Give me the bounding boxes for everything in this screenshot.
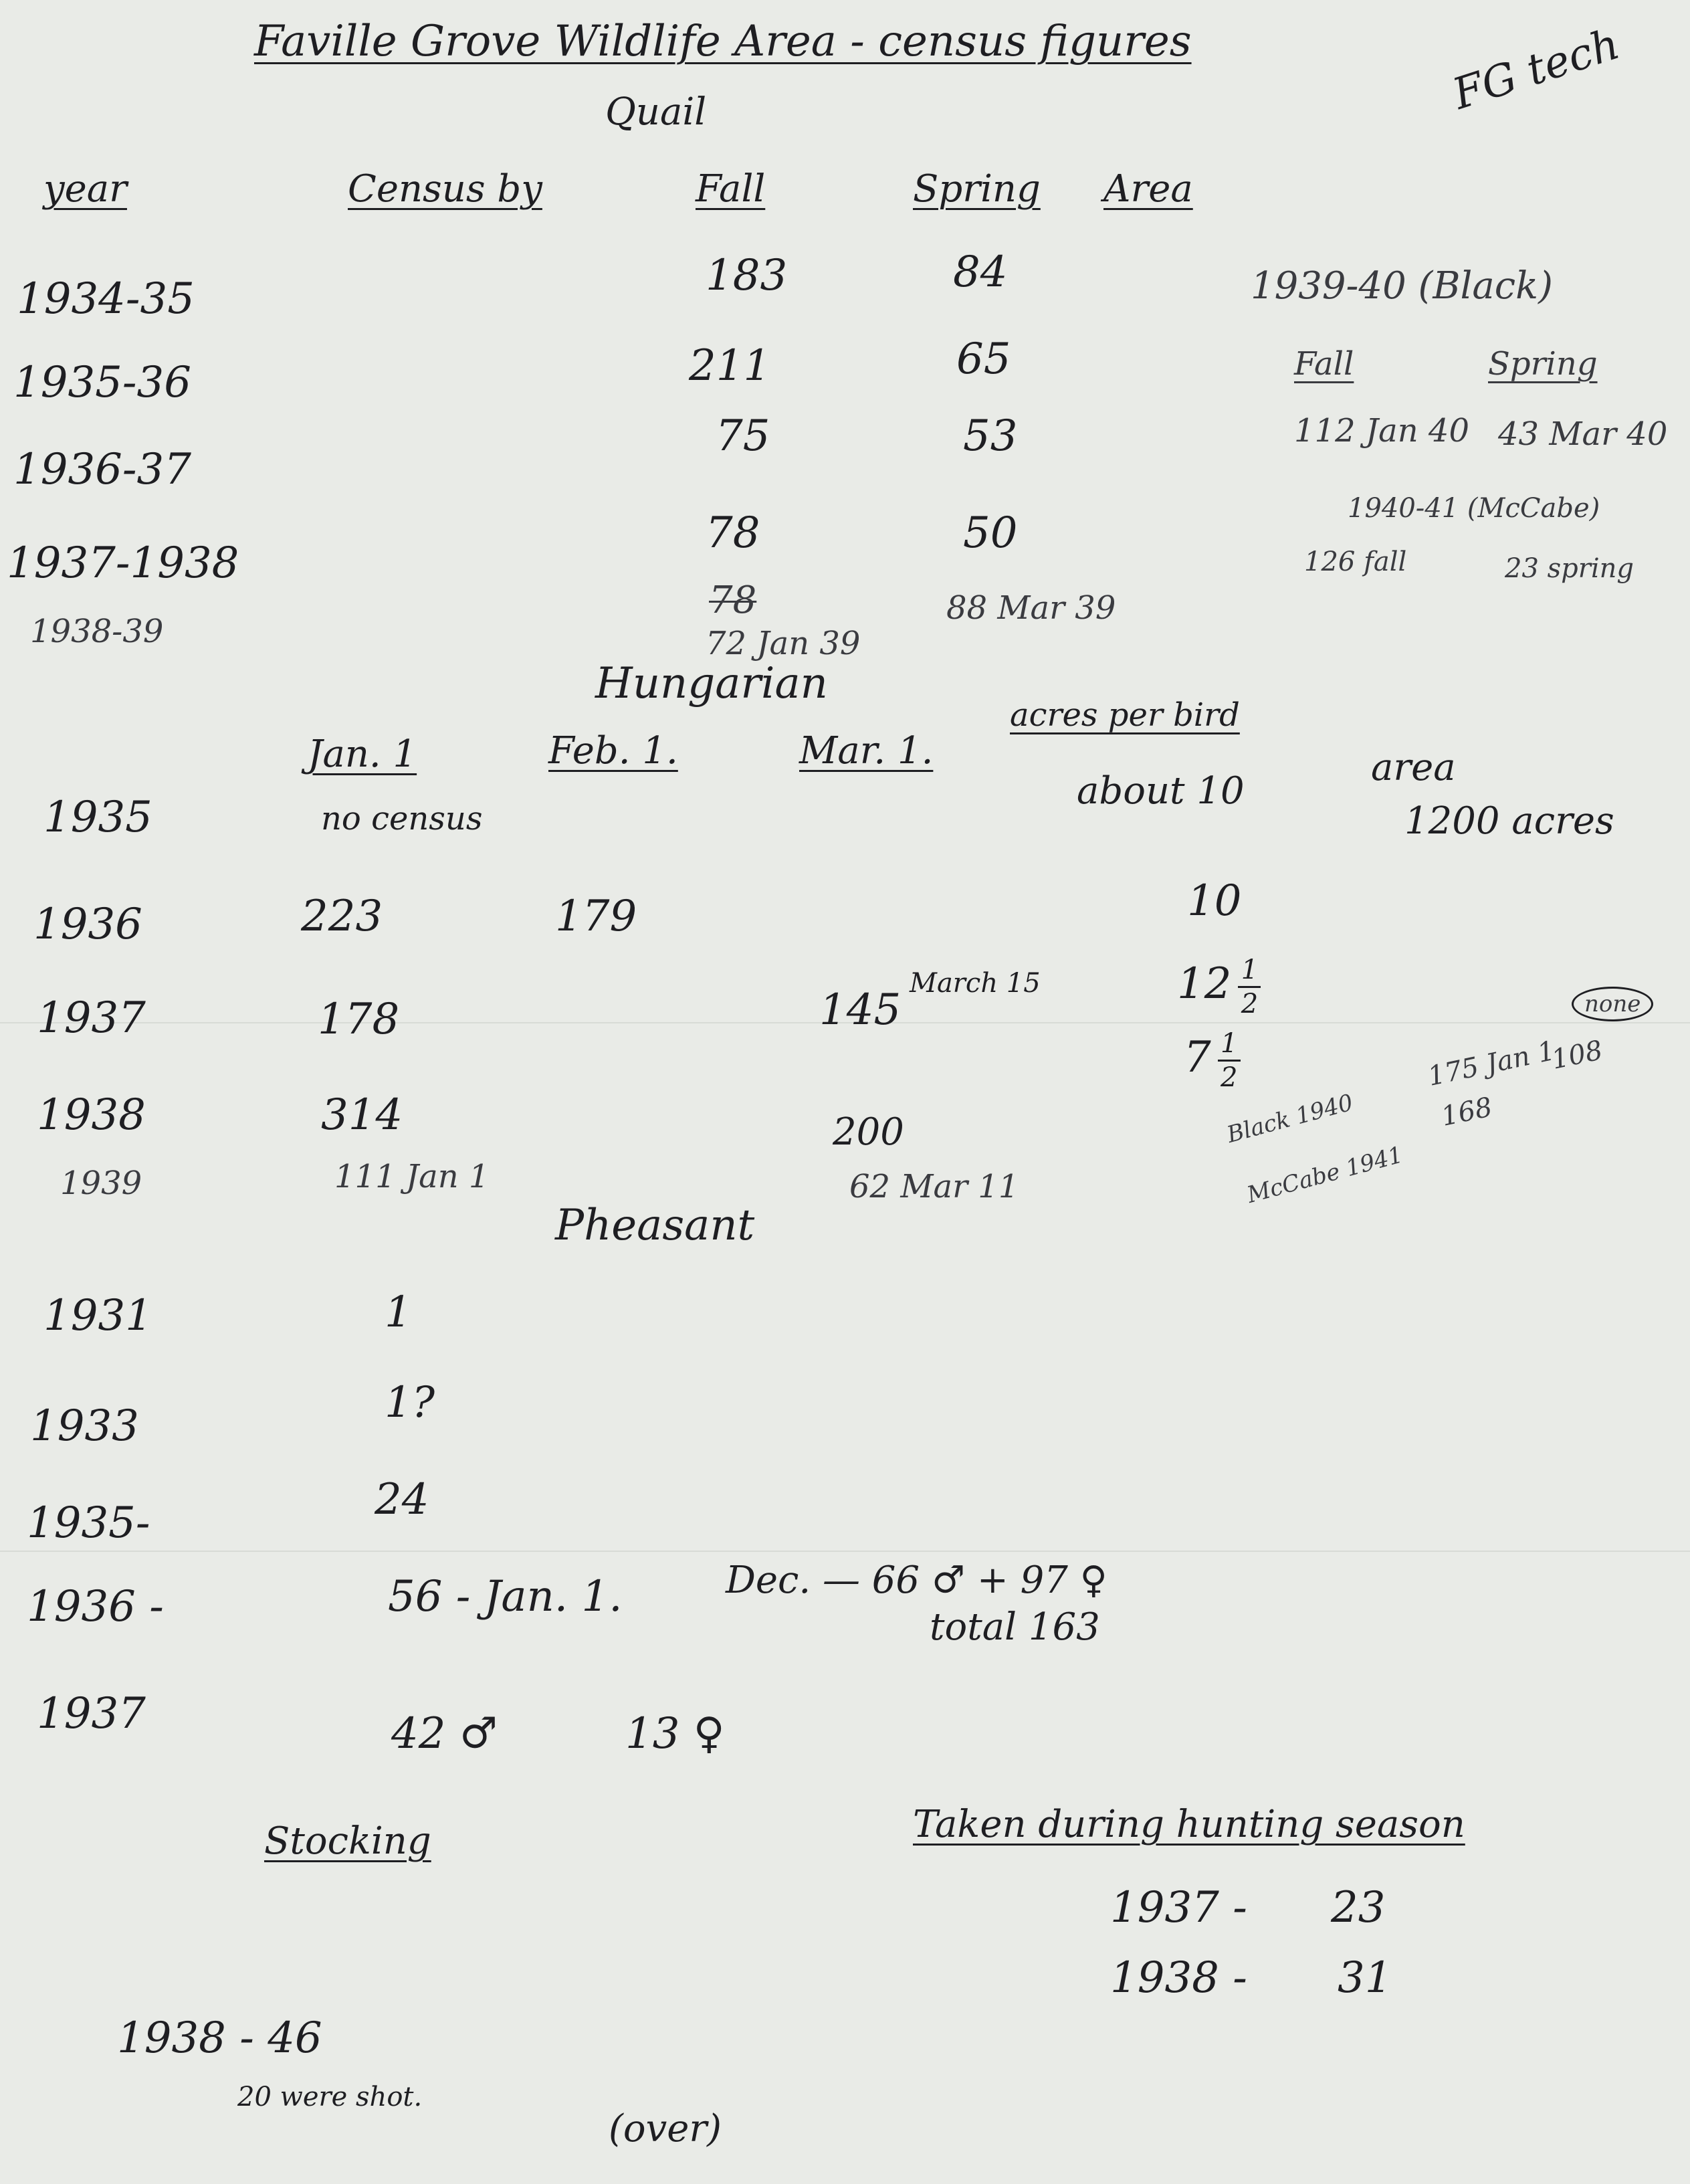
col-spring-label: Spring (913, 167, 1041, 211)
hungarian-year: 1935 (43, 793, 152, 842)
stocking-heading: Stocking (264, 1819, 431, 1863)
col-feb-label: Feb. 1. (548, 729, 678, 773)
footer-over: (over) (609, 2107, 722, 2151)
pheasant-female-1937: 13 ♀ (625, 1709, 725, 1759)
col-acres-label: acres per bird (1010, 696, 1240, 734)
hungarian-jan: 223 (301, 892, 383, 941)
hungarian-year: 1936 (33, 900, 142, 949)
quail-fall: 78 (706, 508, 760, 558)
quail-fall: 75 (716, 411, 770, 461)
hungarian-jan: 314 (321, 1090, 403, 1140)
fraction-bar (1238, 986, 1261, 988)
hungarian-acres: about 10 (1077, 769, 1245, 813)
pheasant-value: 1? (385, 1378, 435, 1427)
pheasant-year: 1935- (27, 1498, 150, 1548)
hungarian-side-value: 108 (1549, 1035, 1606, 1076)
hungarian-acres (1177, 957, 1261, 1017)
stocking-entry: 1938 - 46 (117, 2013, 322, 2063)
hungarian-acres (1184, 1030, 1241, 1091)
quail-spring: 65 (956, 334, 1011, 384)
page-title: Faville Grove Wildlife Area - census figures (254, 17, 1192, 66)
pheasant-value: 56 - Jan. 1. (388, 1572, 623, 1621)
quail-side-fall-label: Fall (1294, 345, 1354, 383)
hunting-heading: Taken during hunting season (913, 1803, 1465, 1846)
quail-year: 1936-37 (13, 445, 191, 494)
quail-fall-struck: 78 (709, 579, 757, 622)
pheasant-value: 42 ♂ (391, 1709, 498, 1759)
fraction-bar (1218, 1060, 1241, 1062)
hungarian-year: 1937 (37, 993, 146, 1043)
fraction (1218, 1030, 1241, 1091)
quail-spring: 84 (953, 247, 1008, 297)
quail-side-fall-value: 112 Jan 40 (1294, 412, 1469, 450)
col-area-label: Area (1103, 167, 1193, 211)
hungarian-mar: 200 (833, 1110, 904, 1154)
pheasant-heading: Pheasant (555, 1201, 755, 1250)
quail-spring: 88 Mar 39 (946, 589, 1116, 627)
quail-fall: 183 (706, 251, 788, 300)
hungarian-area-label: area (1371, 746, 1456, 789)
hungarian-side-none: none (1572, 987, 1653, 1021)
quail-side-fall-value: 126 fall (1304, 547, 1407, 577)
quail-side-season: 1939-40 (Black) (1251, 264, 1553, 308)
hungarian-jan: 178 (318, 995, 400, 1044)
hungarian-mar: 145 (819, 985, 902, 1035)
paper-fold-line (0, 1551, 1690, 1552)
quail-side-season: 1940-41 (McCabe) (1348, 493, 1600, 524)
quail-year: 1934-35 (17, 274, 195, 324)
quail-year: 1935-36 (13, 358, 191, 407)
quail-side-spring-label: Spring (1488, 345, 1598, 383)
col-year-label: year (43, 167, 127, 211)
hungarian-side-value: 175 Jan 1 (1425, 1035, 1558, 1092)
hunting-year: 1937 - (1110, 1883, 1247, 1932)
pheasant-year: 1936 - (27, 1582, 164, 1631)
hungarian-jan: no census (321, 800, 483, 837)
hungarian-mar: 62 Mar 11 (849, 1168, 1019, 1205)
hungarian-acres: 10 (1187, 876, 1242, 926)
quail-year: 1937-1938 (7, 538, 239, 588)
quail-year: 1938-39 (30, 613, 164, 650)
pheasant-dec-total: total 163 (930, 1605, 1100, 1649)
quail-spring: 53 (963, 411, 1018, 461)
stocking-note: 20 were shot. (237, 2082, 423, 2112)
col-mar-label: Mar. 1. (799, 729, 934, 773)
col-census-by-label: Census by (348, 167, 542, 211)
quail-spring: 50 (963, 508, 1018, 558)
hungarian-side-black-label: Black 1940 (1224, 1089, 1356, 1149)
hungarian-side-value: 168 (1439, 1092, 1495, 1132)
hungarian-feb: 179 (555, 892, 637, 941)
fraction (1238, 957, 1261, 1017)
corner-note: FG tech (1447, 19, 1626, 120)
col-fall-label: Fall (696, 167, 766, 211)
hunting-year: 1938 - (1110, 1953, 1247, 2003)
hungarian-area-value: 1200 acres (1404, 799, 1614, 843)
pheasant-value: 1 (385, 1288, 412, 1337)
pheasant-value: 24 (375, 1475, 429, 1524)
col-jan-label: Jan. 1 (308, 732, 417, 776)
hungarian-mar-note: March 15 (910, 968, 1041, 999)
pheasant-year: 1937 (37, 1689, 146, 1739)
quail-side-spring-value: 23 spring (1505, 553, 1634, 584)
hungarian-acres-whole: 12 (1177, 959, 1232, 1009)
hunting-value: 23 (1331, 1883, 1386, 1932)
quail-side-spring-value: 43 Mar 40 (1498, 415, 1668, 453)
hunting-value: 31 (1338, 1953, 1392, 2003)
hungarian-year: 1938 (37, 1090, 146, 1140)
hungarian-heading: Hungarian (595, 659, 828, 708)
fraction-denominator: 2 (1241, 989, 1259, 1019)
fraction-denominator: 2 (1220, 1062, 1238, 1093)
pheasant-year: 1933 (30, 1401, 139, 1451)
hungarian-acres-whole: 7 (1184, 1033, 1211, 1082)
fraction-numerator: 1 (1241, 955, 1259, 985)
fraction-numerator: 1 (1220, 1028, 1238, 1059)
hungarian-year: 1939 (60, 1165, 142, 1202)
pheasant-dec-note: Dec. — 66 ♂ + 97 ♀ (726, 1559, 1107, 1602)
quail-heading: Quail (605, 90, 707, 134)
quail-fall: 211 (689, 341, 771, 391)
hungarian-side-mccabe-label: McCabe 1941 (1244, 1141, 1406, 1209)
hungarian-jan: 111 Jan 1 (334, 1158, 490, 1195)
quail-fall: 72 Jan 39 (706, 625, 861, 662)
pheasant-year: 1931 (43, 1291, 152, 1341)
